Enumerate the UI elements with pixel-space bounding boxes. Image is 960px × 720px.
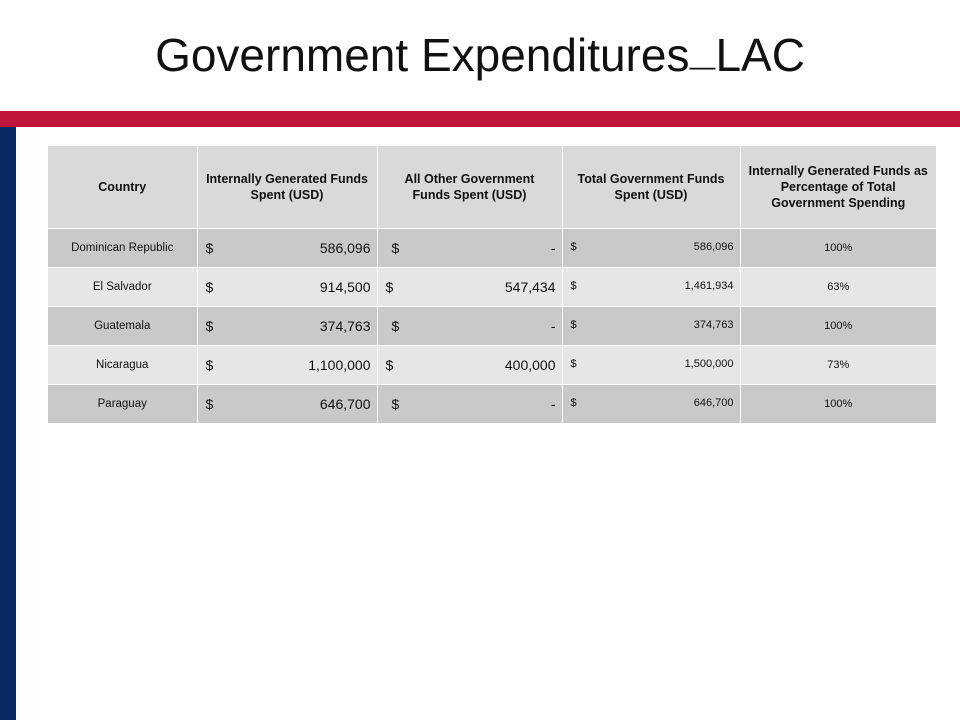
title-suffix: LAC xyxy=(715,29,805,81)
other-funds-value: 547,434 xyxy=(504,279,556,295)
currency-symbol: $ xyxy=(570,397,577,409)
table-row xyxy=(48,229,936,268)
other-funds-value: - xyxy=(550,318,556,334)
title-main: Government Expenditures xyxy=(155,29,690,81)
percentage-cell: 100% xyxy=(740,307,936,346)
country-cell: Guatemala xyxy=(48,307,197,346)
other-funds-value: - xyxy=(550,240,556,256)
title-dash: — xyxy=(689,51,716,81)
blue-accent-bar xyxy=(0,127,16,720)
header-total-funds: Total Government Funds Spent (USD) xyxy=(562,146,740,229)
internal-funds-value: 586,096 xyxy=(319,240,371,256)
total-funds-value: 374,763 xyxy=(693,319,734,331)
total-funds-cell xyxy=(562,268,740,307)
internal-funds-value: 914,500 xyxy=(319,279,371,295)
currency-symbol: $ xyxy=(570,358,577,370)
other-funds-value: 400,000 xyxy=(504,357,556,373)
internal-funds-value: 374,763 xyxy=(319,318,371,334)
internal-funds-value: 1,100,000 xyxy=(308,357,371,373)
table-row xyxy=(48,307,936,346)
internal-funds-cell xyxy=(197,268,377,307)
currency-symbol: $ xyxy=(385,279,394,295)
table-row xyxy=(48,346,936,385)
header-percentage: Internally Generated Funds as Percentage of Total Government Spending xyxy=(740,146,936,229)
other-funds-cell xyxy=(377,229,562,268)
country-cell: El Salvador xyxy=(48,268,197,307)
internal-funds-cell xyxy=(197,307,377,346)
currency-symbol: $ xyxy=(205,279,214,295)
currency-symbol: $ xyxy=(391,318,400,334)
percentage-cell: 100% xyxy=(740,385,936,424)
header-internal-funds: Internally Generated Funds Spent (USD) xyxy=(197,146,377,229)
header-other-funds: All Other Government Funds Spent (USD) xyxy=(377,146,562,229)
currency-symbol: $ xyxy=(205,240,214,256)
internal-funds-cell xyxy=(197,385,377,424)
header-country: Country xyxy=(48,146,197,229)
total-funds-cell xyxy=(562,307,740,346)
table-row xyxy=(48,268,936,307)
total-funds-value: 1,461,934 xyxy=(684,280,734,292)
percentage-cell: 100% xyxy=(740,229,936,268)
currency-symbol: $ xyxy=(205,357,214,373)
currency-symbol: $ xyxy=(570,280,577,292)
country-cell: Dominican Republic xyxy=(48,229,197,268)
table-header-row xyxy=(48,146,936,229)
total-funds-cell xyxy=(562,229,740,268)
red-accent-bar xyxy=(0,111,960,127)
country-cell: Paraguay xyxy=(48,385,197,424)
table-row xyxy=(48,385,936,424)
currency-symbol: $ xyxy=(385,357,394,373)
currency-symbol: $ xyxy=(570,241,577,253)
total-funds-value: 1,500,000 xyxy=(684,358,734,370)
total-funds-value: 646,700 xyxy=(693,397,734,409)
internal-funds-cell xyxy=(197,346,377,385)
page-title xyxy=(0,28,960,82)
percentage-cell: 73% xyxy=(740,346,936,385)
other-funds-cell xyxy=(377,307,562,346)
other-funds-cell xyxy=(377,346,562,385)
currency-symbol: $ xyxy=(391,396,400,412)
country-cell: Nicaragua xyxy=(48,346,197,385)
expenditures-table xyxy=(48,146,936,423)
currency-symbol: $ xyxy=(391,240,400,256)
total-funds-cell xyxy=(562,385,740,424)
percentage-cell: 63% xyxy=(740,268,936,307)
total-funds-cell xyxy=(562,346,740,385)
internal-funds-cell xyxy=(197,229,377,268)
other-funds-cell xyxy=(377,268,562,307)
currency-symbol: $ xyxy=(570,319,577,331)
other-funds-value: - xyxy=(550,396,556,412)
currency-symbol: $ xyxy=(205,318,214,334)
internal-funds-value: 646,700 xyxy=(319,396,371,412)
other-funds-cell xyxy=(377,385,562,424)
currency-symbol: $ xyxy=(205,396,214,412)
total-funds-value: 586,096 xyxy=(693,241,734,253)
